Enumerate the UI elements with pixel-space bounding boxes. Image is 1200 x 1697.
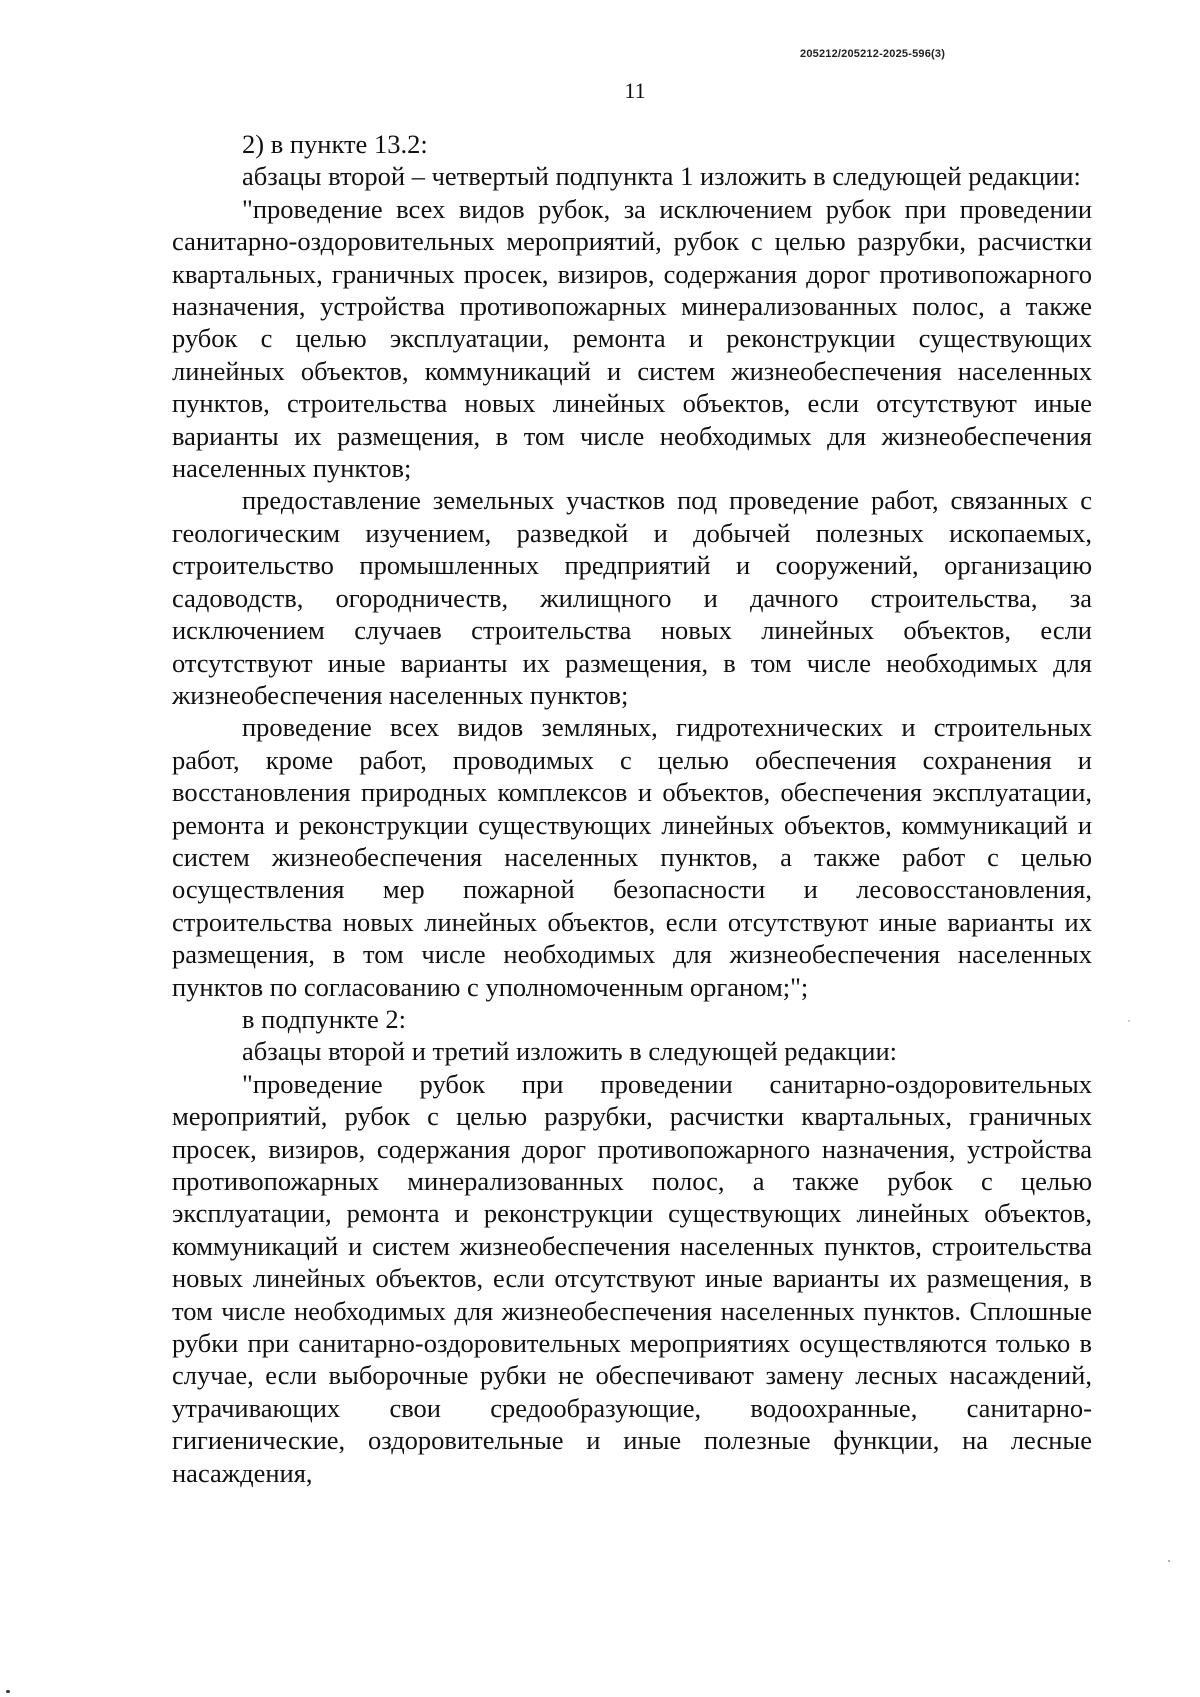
paragraph-item-heading: 2) в пункте 13.2:: [242, 129, 428, 159]
paragraph-land-plots: предоставление земельных участков под проведение работ, связанных с геологическим изучением, разведкой и добычей полезных ископаемых, строительство промышленных предприятий и сооружений, организацию садоводств, огородничеств, жилищного и дачного строительства, за исключением случаев строительства новых линейных объектов, если отсутствуют иные варианты их размещения, в том числе необходимых для жизнеобеспечения населенных пунктов;: [172, 485, 1092, 710]
paragraph-subitem-2: в подпункте 2:: [242, 1003, 407, 1034]
scan-speck: [6, 1690, 10, 1693]
scan-speck: [1128, 1020, 1130, 1022]
scan-speck: [1168, 1560, 1170, 1562]
document-body: [172, 128, 1092, 1489]
document-id: 205212/205212-2025-596(3): [800, 48, 946, 60]
paragraph-subitem-2-intro: абзацы второй и третий изложить в следующей редакции:: [242, 1036, 897, 1067]
paragraph-earthworks: проведение всех видов земляных, гидротехнических и строительных работ, кроме работ, проводимых с целью обеспечения сохранения и восстановления природных комплексов и объектов, обеспечения эксплуатации, ремонта и реконструкции существующих линейных объектов, коммуникаций и систем жизнеобеспечения населенных пунктов, а также работ с целью осуществления мер пожарной безопасности и лесовосстановления, строительства новых линейных объектов, если отсутствуют иные варианты их размещения, в том числе необходимых для жизнеобеспечения населенных пунктов по согласованию с уполномоченным органом;";: [172, 712, 1092, 1002]
page-number: 11: [624, 78, 646, 103]
paragraph-intro: абзацы второй – четвертый подпункта 1 изложить в следующей редакции:: [242, 161, 1081, 192]
paragraph-logging: "проведение всех видов рубок, за исключением рубок при проведении санитарно-оздоровительных мероприятий, рубок с целью разрубки, расчистки квартальных, граничных просек, визиров, содержания дорог противопожарного назначения, устройства противопожарных минерализованных полос, а также рубок с целью эксплуатации, ремонта и реконструкции существующих линейных объектов, коммуникаций и систем жизнеобеспечения населенных пунктов, строительства новых линейных объектов, если отсутствуют иные варианты их размещения, в том числе необходимых для жизнеобеспечения населенных пунктов;: [172, 193, 1092, 484]
paragraph-sanitary-logging: "проведение рубок при проведении санитарно-оздоровительных мероприятий, рубок с целью разрубки, расчистки квартальных, граничных просек, визиров, содержания дорог противопожарного назначения, устройства противопожарных минерализованных полос, а также рубок с целью эксплуатации, ремонта и реконструкции существующих линейных объектов, коммуникаций и систем жизнеобеспечения населенных пунктов, строительства новых линейных объектов, если отсутствуют иные варианты их размещения, в том числе необходимых для жизнеобеспечения населенных пунктов. Сплошные рубки при санитарно-оздоровительных мероприятиях осуществляются только в случае, если выборочные рубки не обеспечивают замену лесных насаждений, утрачивающих свои средообразующие, водоохранные, санитарно-гигиенические, оздоровительные и иные полезные функции, на лесные насаждения,: [172, 1068, 1092, 1488]
